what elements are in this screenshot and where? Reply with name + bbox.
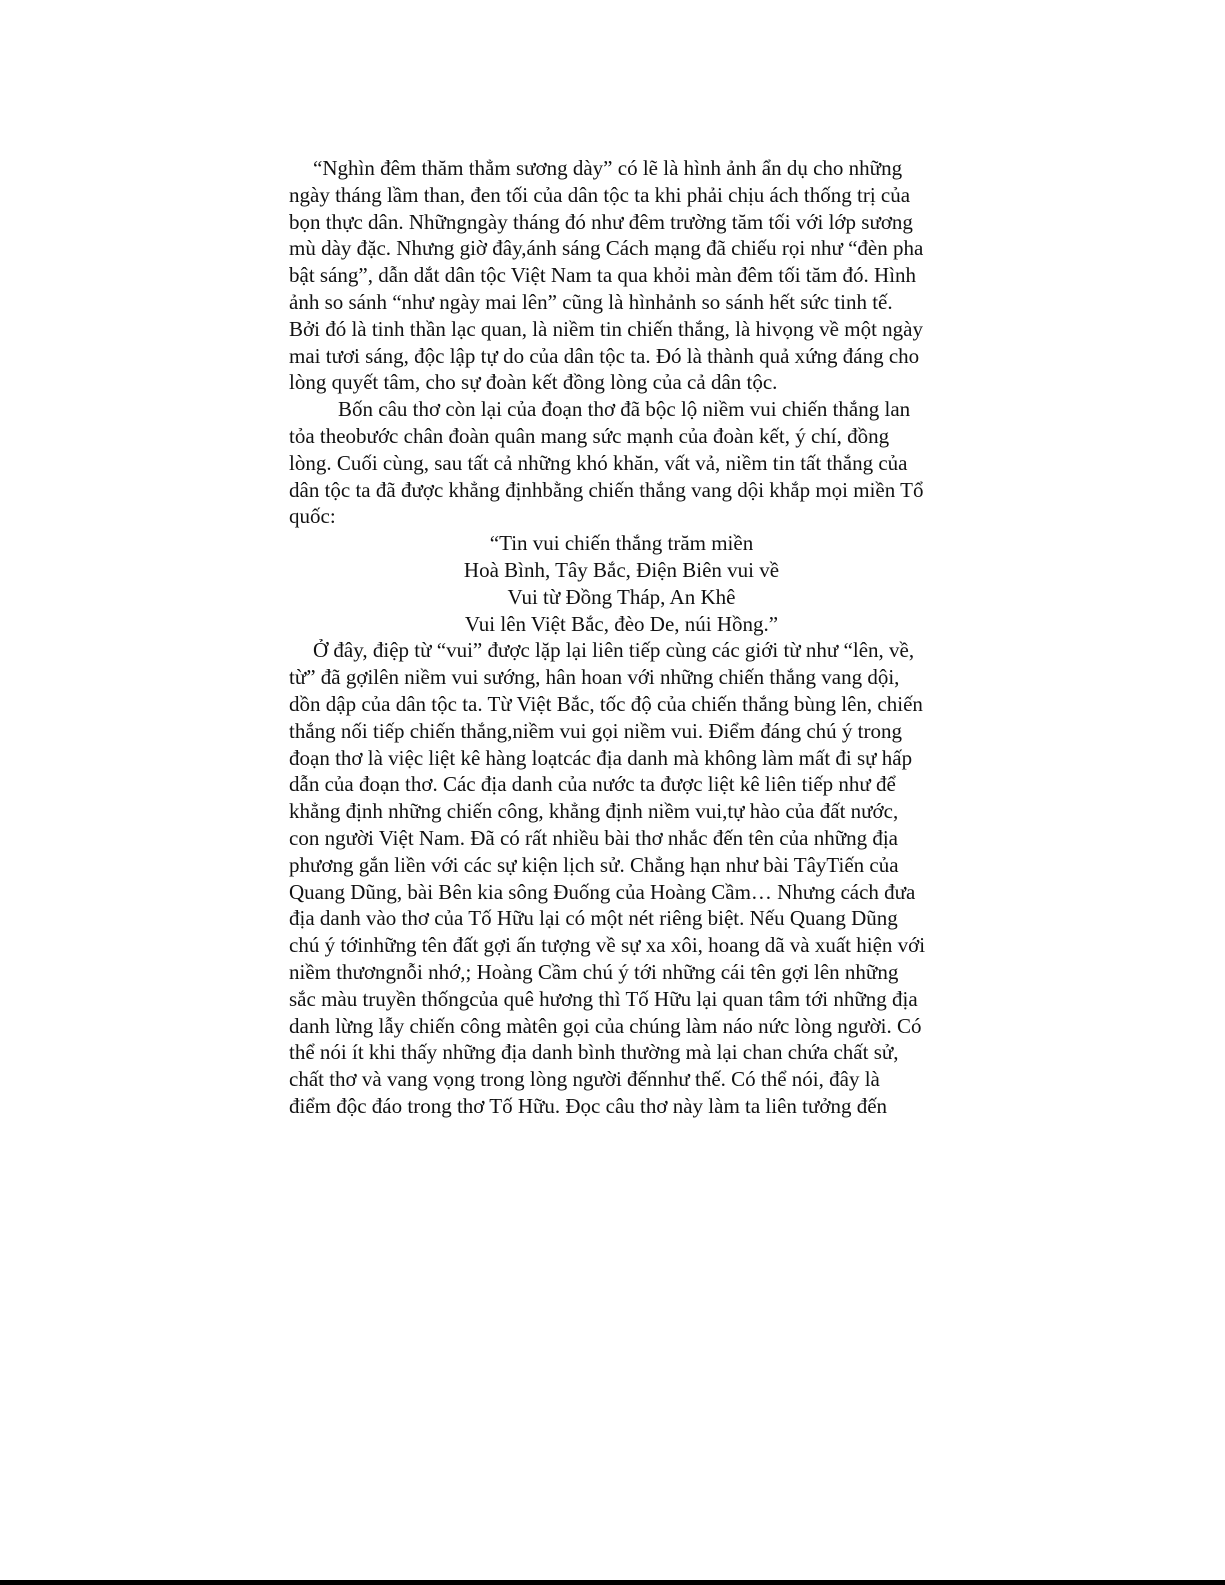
verse-line: Hoà Bình, Tây Bắc, Điện Biên vui về — [463, 557, 780, 582]
text-line: lòng. Cuối cùng, sau tất cả những khó khăn, vất vả, niềm tin tất thắng của — [289, 450, 908, 475]
text-line: khẳng định những chiến công, khẳng định niềm vui,tự hào của đất nước, — [289, 799, 899, 824]
text-line: quốc: — [289, 504, 336, 529]
paragraph-3 — [289, 637, 934, 1119]
body-text — [289, 155, 934, 1120]
text-line: lòng quyết tâm, cho sự đoàn kết đồng lòng của cả dân tộc. — [289, 370, 778, 395]
text-line: bật sáng”, dẫn dắt dân tộc Việt Nam ta qua khỏi màn đêm tối tăm đó. Hình — [289, 263, 917, 288]
verse-line: Vui lên Việt Bắc, đèo De, núi Hồng.” — [464, 611, 779, 636]
verse-quote — [289, 530, 934, 637]
text-line: tỏa theobước chân đoàn quân mang sức mạnh của đoàn kết, ý chí, đồng — [289, 423, 890, 448]
verse-line: Vui từ Đồng Tháp, An Khê — [507, 584, 736, 609]
text-line: Ở đây, điệp từ “vui” được lặp lại liên tiếp cùng các giới từ như “lên, về, — [313, 638, 915, 663]
paragraph-1 — [289, 155, 934, 396]
text-line: dẫn của đoạn thơ. Các địa danh của nước ta được liệt kê liên tiếp như để — [289, 772, 896, 797]
page-bottom-border — [0, 1580, 1225, 1585]
text-line: mai tươi sáng, độc lập tự do của dân tộc ta. Đó là thành quả xứng đáng cho — [289, 343, 920, 368]
text-line: con người Việt Nam. Đã có rất nhiều bài thơ nhắc đến tên của những địa — [289, 825, 898, 850]
verse-line: “Tin vui chiến thắng trăm miền — [489, 531, 754, 556]
text-line: thắng nối tiếp chiến thắng,niềm vui gọi niềm vui. Điểm đáng chú ý trong — [289, 718, 902, 743]
text-line: chất thơ và vang vọng trong lòng người đếnnhư thế. Có thể nói, đây là — [289, 1067, 880, 1092]
text-line: dân tộc ta đã được khẳng địnhbằng chiến thắng vang dội khắp mọi miền Tổ — [289, 477, 924, 502]
text-line: ảnh so sánh “như ngày mai lên” cũng là hìnhảnh so sánh hết sức tinh tế. — [289, 289, 893, 314]
text-line: điểm độc đáo trong thơ Tố Hữu. Đọc câu thơ này làm ta liên tưởng đến — [289, 1093, 888, 1118]
text-line: Bốn câu thơ còn lại của đoạn thơ đã bộc lộ niềm vui chiến thắng lan — [338, 397, 911, 422]
text-line: đoạn thơ là việc liệt kê hàng loạtcác địa danh mà không làm mất đi sự hấp — [289, 745, 913, 770]
text-line: mù dày đặc. Nhưng giờ đây,ánh sáng Cách mạng đã chiếu rọi như “đèn pha — [289, 236, 924, 261]
text-line: “Nghìn đêm thăm thẳm sương dày” có lẽ là hình ảnh ẩn dụ cho những — [313, 156, 903, 180]
text-line: dồn dập của dân tộc ta. Từ Việt Bắc, tốc độ của chiến thắng bùng lên, chiến — [289, 691, 923, 716]
text-line: từ” đã gợilên niềm vui sướng, hân hoan với những chiến thắng vang dội, — [289, 665, 900, 690]
text-line: Bởi đó là tinh thần lạc quan, là niềm tin chiến thắng, là hivọng về một ngày — [289, 316, 923, 341]
text-line: niềm thươngnỗi nhớ,; Hoàng Cầm chú ý tới những cái tên gợi lên những — [289, 959, 899, 984]
text-line: ngày tháng lầm than, đen tối của dân tộc ta khi phải chịu ách thống trị của — [289, 182, 911, 207]
text-line: Quang Dũng, bài Bên kia sông Đuống của Hoàng Cầm… Nhưng cách đưa — [289, 879, 916, 904]
text-line: bọn thực dân. Nhữngngày tháng đó như đêm trường tăm tối với lớp sương — [289, 209, 913, 234]
text-line: thể nói ít khi thấy những địa danh bình thường mà lại chan chứa chất sử, — [289, 1040, 899, 1065]
text-line: sắc màu truyền thốngcủa quê hương thì Tố Hữu lại quan tâm tới những địa — [289, 986, 918, 1011]
text-line: chú ý tớinhững tên đất gợi ấn tượng về sự xa xôi, hoang dã và xuất hiện với — [289, 933, 926, 958]
text-line: danh lừng lẫy chiến công màtên gọi của chúng làm náo nức lòng người. Có — [289, 1013, 922, 1038]
text-line: phương gắn liền với các sự kiện lịch sử. Chẳng hạn như bài TâyTiến của — [289, 852, 899, 877]
paragraph-2 — [289, 396, 934, 530]
text-line: địa danh vào thơ của Tố Hữu lại có một nét riêng biệt. Nếu Quang Dũng — [289, 906, 898, 931]
